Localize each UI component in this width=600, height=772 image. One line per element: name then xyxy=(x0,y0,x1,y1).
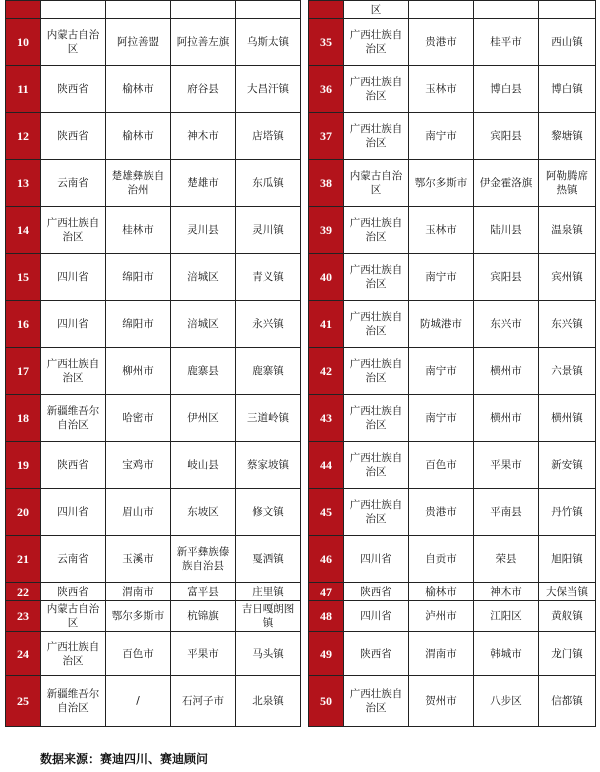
county-cell: 横州市 xyxy=(474,395,539,442)
rank-cell: 24 xyxy=(6,632,41,676)
city-cell: 南宁市 xyxy=(409,113,474,160)
city-cell: 鄂尔多斯市 xyxy=(409,160,474,207)
rank-cell: 36 xyxy=(309,66,344,113)
table-row xyxy=(6,160,596,207)
town-cell: 丹竹镇 xyxy=(539,489,596,536)
town-cell: 北泉镇 xyxy=(236,676,301,727)
city-cell: / xyxy=(106,676,171,727)
county-cell: 平果市 xyxy=(171,632,236,676)
city-cell: 百色市 xyxy=(106,632,171,676)
county-cell: 韩城市 xyxy=(474,632,539,676)
town-cell: 修文镇 xyxy=(236,489,301,536)
town-cell: 东瓜镇 xyxy=(236,160,301,207)
province-cell: 广西壮族自治区 xyxy=(344,676,409,727)
county-cell: 伊金霍洛旗 xyxy=(474,160,539,207)
town-cell: 三道岭镇 xyxy=(236,395,301,442)
city-cell: 榆林市 xyxy=(409,583,474,601)
rank-cell: 10 xyxy=(6,19,41,66)
table-row xyxy=(6,395,596,442)
town-cell: 大保当镇 xyxy=(539,583,596,601)
county-cell: 荣县 xyxy=(474,536,539,583)
province-cell: 陕西省 xyxy=(41,113,106,160)
city-cell: 玉林市 xyxy=(409,66,474,113)
town-ranking-table xyxy=(5,0,596,727)
town-cell: 戛洒镇 xyxy=(236,536,301,583)
data-source-note: 数据来源：赛迪四川、赛迪顾问 xyxy=(40,752,209,766)
county-cell: 伊州区 xyxy=(171,395,236,442)
province-cell: 新疆维吾尔自治区 xyxy=(41,395,106,442)
county-cell: 横州市 xyxy=(474,348,539,395)
rank-cell: 21 xyxy=(6,536,41,583)
province-cell: 区 xyxy=(344,1,409,19)
province-cell: 陕西省 xyxy=(41,66,106,113)
rank-cell: 50 xyxy=(309,676,344,727)
rank-cell: 42 xyxy=(309,348,344,395)
rank-cell: 14 xyxy=(6,207,41,254)
town-cell: 温泉镇 xyxy=(539,207,596,254)
city-cell: 自贡市 xyxy=(409,536,474,583)
province-cell: 广西壮族自治区 xyxy=(344,301,409,348)
county-cell: 新平彝族傣族自治县 xyxy=(171,536,236,583)
county-cell: 神木市 xyxy=(171,113,236,160)
rank-cell: 43 xyxy=(309,395,344,442)
province-cell: 四川省 xyxy=(344,601,409,632)
city-cell: 柳州市 xyxy=(106,348,171,395)
town-cell: 东兴镇 xyxy=(539,301,596,348)
town-cell: 旭阳镇 xyxy=(539,536,596,583)
town-cell: 黄舣镇 xyxy=(539,601,596,632)
rank-cell-fragment xyxy=(6,1,41,19)
province-cell: 云南省 xyxy=(41,160,106,207)
province-cell: 广西壮族自治区 xyxy=(344,489,409,536)
rank-cell: 23 xyxy=(6,601,41,632)
rank-cell: 19 xyxy=(6,442,41,489)
province-cell: 广西壮族自治区 xyxy=(344,442,409,489)
county-cell: 鹿寨县 xyxy=(171,348,236,395)
town-cell: 店塔镇 xyxy=(236,113,301,160)
county-cell: 岐山县 xyxy=(171,442,236,489)
table-row xyxy=(6,19,596,66)
table-row xyxy=(6,348,596,395)
county-cell: 平南县 xyxy=(474,489,539,536)
town-cell: 蔡家坡镇 xyxy=(236,442,301,489)
town-cell: 博白镇 xyxy=(539,66,596,113)
county-cell: 宾阳县 xyxy=(474,113,539,160)
rank-cell: 17 xyxy=(6,348,41,395)
town-cell: 西山镇 xyxy=(539,19,596,66)
city-cell: 防城港市 xyxy=(409,301,474,348)
rank-cell: 20 xyxy=(6,489,41,536)
town-cell: 黎塘镇 xyxy=(539,113,596,160)
province-cell: 云南省 xyxy=(41,536,106,583)
rank-cell: 22 xyxy=(6,583,41,601)
rank-cell: 18 xyxy=(6,395,41,442)
city-cell: 南宁市 xyxy=(409,348,474,395)
rank-cell: 46 xyxy=(309,536,344,583)
county-cell: 神木市 xyxy=(474,583,539,601)
province-cell: 广西壮族自治区 xyxy=(344,395,409,442)
county-cell: 灵川县 xyxy=(171,207,236,254)
city-cell: 绵阳市 xyxy=(106,301,171,348)
county-cell: 平果市 xyxy=(474,442,539,489)
county-cell: 府谷县 xyxy=(171,66,236,113)
city-cell: 南宁市 xyxy=(409,395,474,442)
town-cell: 灵川镇 xyxy=(236,207,301,254)
rank-cell: 45 xyxy=(309,489,344,536)
county-cell: 东坡区 xyxy=(171,489,236,536)
town-cell: 马头镇 xyxy=(236,632,301,676)
table-row xyxy=(6,301,596,348)
city-cell: 榆林市 xyxy=(106,66,171,113)
table-row xyxy=(6,489,596,536)
table-row-fragment xyxy=(6,1,596,19)
county-cell: 八步区 xyxy=(474,676,539,727)
rank-cell: 11 xyxy=(6,66,41,113)
town-cell: 六景镇 xyxy=(539,348,596,395)
city-cell: 玉林市 xyxy=(409,207,474,254)
city-cell: 鄂尔多斯市 xyxy=(106,601,171,632)
table-body xyxy=(6,1,596,727)
town-cell: 新安镇 xyxy=(539,442,596,489)
city-cell: 贵港市 xyxy=(409,19,474,66)
province-cell: 新疆维吾尔自治区 xyxy=(41,676,106,727)
town-cell: 横州镇 xyxy=(539,395,596,442)
city-cell: 玉溪市 xyxy=(106,536,171,583)
county-cell: 楚雄市 xyxy=(171,160,236,207)
county-cell: 富平县 xyxy=(171,583,236,601)
county-cell: 杭锦旗 xyxy=(171,601,236,632)
town-cell: 吉日嘎朗图镇 xyxy=(236,601,301,632)
table-row xyxy=(6,536,596,583)
province-cell: 四川省 xyxy=(41,301,106,348)
rank-cell: 41 xyxy=(309,301,344,348)
rank-cell: 16 xyxy=(6,301,41,348)
city-cell: 桂林市 xyxy=(106,207,171,254)
county-cell: 桂平市 xyxy=(474,19,539,66)
province-cell: 广西壮族自治区 xyxy=(344,113,409,160)
province-cell: 广西壮族自治区 xyxy=(41,632,106,676)
province-cell: 广西壮族自治区 xyxy=(344,66,409,113)
province-cell: 内蒙古自治区 xyxy=(41,19,106,66)
city-cell: 渭南市 xyxy=(409,632,474,676)
province-cell: 广西壮族自治区 xyxy=(344,19,409,66)
province-cell: 内蒙古自治区 xyxy=(344,160,409,207)
county-cell: 东兴市 xyxy=(474,301,539,348)
province-cell: 广西壮族自治区 xyxy=(344,348,409,395)
city-cell: 渭南市 xyxy=(106,583,171,601)
table-row xyxy=(6,442,596,489)
province-cell: 广西壮族自治区 xyxy=(41,207,106,254)
province-cell: 陕西省 xyxy=(344,583,409,601)
county-cell: 涪城区 xyxy=(171,254,236,301)
city-cell: 楚雄彝族自治州 xyxy=(106,160,171,207)
table-row xyxy=(6,601,596,632)
province-cell: 陕西省 xyxy=(41,442,106,489)
rank-cell: 15 xyxy=(6,254,41,301)
table-row xyxy=(6,66,596,113)
province-cell: 四川省 xyxy=(41,489,106,536)
city-cell: 贺州市 xyxy=(409,676,474,727)
town-cell: 阿勒腾席热镇 xyxy=(539,160,596,207)
rank-cell: 44 xyxy=(309,442,344,489)
table-row xyxy=(6,676,596,727)
county-cell: 博白县 xyxy=(474,66,539,113)
county-cell: 阿拉善左旗 xyxy=(171,19,236,66)
table-row xyxy=(6,113,596,160)
rank-cell: 25 xyxy=(6,676,41,727)
city-cell: 阿拉善盟 xyxy=(106,19,171,66)
rank-cell: 35 xyxy=(309,19,344,66)
province-cell: 陕西省 xyxy=(41,583,106,601)
rank-cell: 47 xyxy=(309,583,344,601)
rank-cell: 12 xyxy=(6,113,41,160)
city-cell: 哈密市 xyxy=(106,395,171,442)
town-cell: 庄里镇 xyxy=(236,583,301,601)
province-cell: 陕西省 xyxy=(344,632,409,676)
province-cell: 四川省 xyxy=(344,536,409,583)
county-cell: 石河子市 xyxy=(171,676,236,727)
rank-cell: 37 xyxy=(309,113,344,160)
county-cell: 宾阳县 xyxy=(474,254,539,301)
town-cell: 大昌汗镇 xyxy=(236,66,301,113)
town-cell: 青义镇 xyxy=(236,254,301,301)
rank-cell: 38 xyxy=(309,160,344,207)
city-cell: 百色市 xyxy=(409,442,474,489)
rank-cell: 49 xyxy=(309,632,344,676)
town-cell: 宾州镇 xyxy=(539,254,596,301)
city-cell: 贵港市 xyxy=(409,489,474,536)
province-cell: 广西壮族自治区 xyxy=(344,207,409,254)
town-cell: 永兴镇 xyxy=(236,301,301,348)
city-cell: 宝鸡市 xyxy=(106,442,171,489)
city-cell: 泸州市 xyxy=(409,601,474,632)
city-cell: 眉山市 xyxy=(106,489,171,536)
town-cell: 龙门镇 xyxy=(539,632,596,676)
table-row xyxy=(6,254,596,301)
city-cell: 绵阳市 xyxy=(106,254,171,301)
rank-cell: 40 xyxy=(309,254,344,301)
city-cell: 南宁市 xyxy=(409,254,474,301)
province-cell: 广西壮族自治区 xyxy=(41,348,106,395)
table-row xyxy=(6,632,596,676)
county-cell: 江阳区 xyxy=(474,601,539,632)
rank-cell: 39 xyxy=(309,207,344,254)
province-cell: 四川省 xyxy=(41,254,106,301)
town-cell: 乌斯太镇 xyxy=(236,19,301,66)
town-cell: 鹿寨镇 xyxy=(236,348,301,395)
table-row xyxy=(6,583,596,601)
county-cell: 涪城区 xyxy=(171,301,236,348)
city-cell: 榆林市 xyxy=(106,113,171,160)
rank-cell: 48 xyxy=(309,601,344,632)
rank-cell: 13 xyxy=(6,160,41,207)
county-cell: 陆川县 xyxy=(474,207,539,254)
rank-cell-fragment xyxy=(309,1,344,19)
table-row xyxy=(6,207,596,254)
province-cell: 广西壮族自治区 xyxy=(344,254,409,301)
province-cell: 内蒙古自治区 xyxy=(41,601,106,632)
town-cell: 信都镇 xyxy=(539,676,596,727)
